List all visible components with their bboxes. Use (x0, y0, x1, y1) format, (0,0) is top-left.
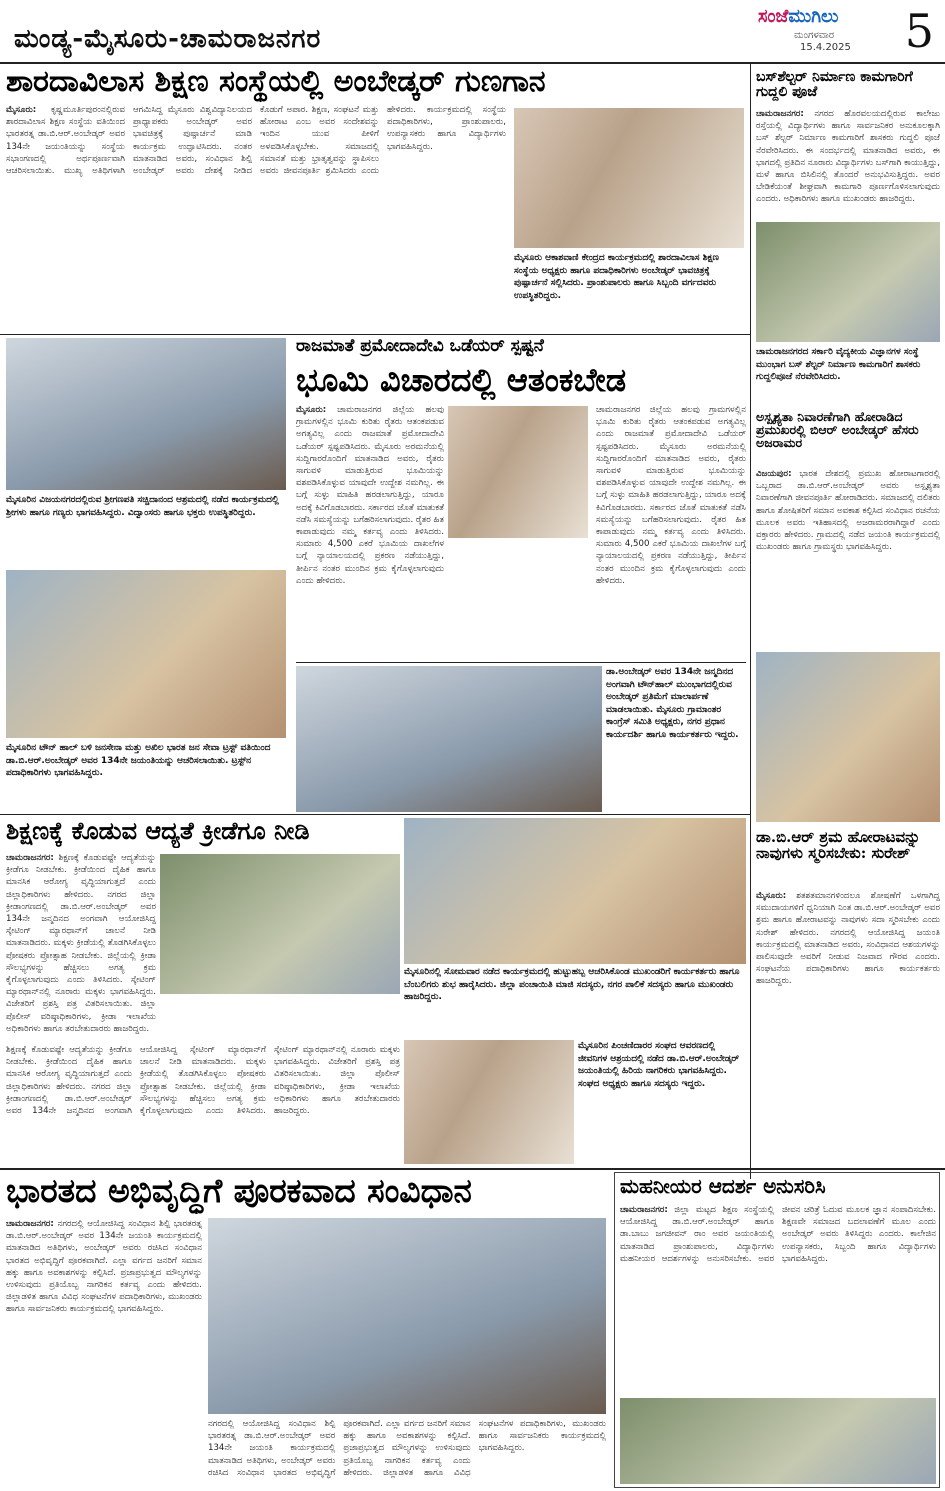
story6-caption: ಮೈಸೂರಿನ ವಿಜಯನಗರದಲ್ಲಿರುವ ಶ್ರೀಗಣಪತಿ ಸಚ್ಚಿದಾನಂದ ಆಶ್ರಮದಲ್ಲಿ ನಡೆದ ಕಾರ್ಯಕ್ರಮದಲ್ಲಿ ಶ್ರೀಗಳು ಹಾಗೂ ಗಣ್ಯರು ಭಾಗವಹಿಸಿದ್ದರು. ವಿದ್ವಾಂಸರು ಹಾಗೂ ಭಕ್ತರು ಉಪಸ್ಥಿತರಿದ್ದರು. (6, 495, 279, 518)
header-rule (0, 62, 945, 64)
story9-text: ಶಿಕ್ಷಣಕ್ಕೆ ಕೊಡುವಷ್ಟೇ ಆದ್ಯತೆಯನ್ನು ಕ್ರೀಡೆಗೂ ನೀಡಬೇಕು. ಕ್ರೀಡೆಯಿಂದ ದೈಹಿಕ ಹಾಗೂ ಮಾನಸಿಕ ಆರೋಗ್ಯ ವೃದ್ಧಿಯಾಗುತ್ತದೆ ಎಂದು ಜಿಲ್ಲಾಧಿಕಾರಿಗಳು ಹೇಳಿದರು. ನಗರದ ಜಿಲ್ಲಾ ಕ್ರೀಡಾಂಗಣದಲ್ಲಿ ಡಾ.ಬಿ.ಆರ್.ಅಂಬೇಡ್ಕರ್ ಅವರ 134ನೇ ಜನ್ಮದಿನದ ಅಂಗವಾಗಿ ಆಯೋಜಿಸಿದ್ದ ಸ್ಕೇಟಿಂಗ್ ಮ್ಯಾರಥಾನ್‌ಗೆ ಚಾಲನೆ ನೀಡಿ ಮಾತನಾಡಿದರು. ಮಕ್ಕಳು ಕ್ರೀಡೆಯಲ್ಲಿ ತೊಡಗಿಸಿಕೊಳ್ಳಲು ಪೋಷಕರು ಪ್ರೋತ್ಸಾಹ ನೀಡಬೇಕು. ಜಿಲ್ಲೆಯಲ್ಲಿ ಕ್ರೀಡಾ ಸೌಲಭ್ಯಗಳನ್ನು ಹೆಚ್ಚಿಸಲು ಅಗತ್ಯ ಕ್ರಮ ಕೈಗೊಳ್ಳಲಾಗುವುದು ಎಂದು ತಿಳಿಸಿದರು. ಸ್ಕೇಟಿಂಗ್ ಮ್ಯಾರಥಾನ್‌ನಲ್ಲಿ ನೂರಾರು ಮಕ್ಕಳು ಭಾಗವಹಿಸಿದ್ದರು. ವಿಜೇತರಿಗೆ ಪ್ರಶಸ್ತಿ ಪತ್ರ ವಿತರಿಸಲಾಯಿತು. ಜಿಲ್ಲಾ ಪೊಲೀಸ್ ವರಿಷ್ಠಾಧಿಕಾರಿಗಳು, ಕ್ರೀಡಾ ಇಲಾಖೆಯ ಅಧಿಕಾರಿಗಳು ಹಾಗೂ ತರಬೇತುದಾರರು ಹಾಜರಿದ್ದರು. (6, 853, 156, 1034)
story10-photo (404, 818, 746, 964)
story2-body (756, 108, 940, 220)
brand-part2: ಮುಗಿಲು (788, 6, 839, 27)
story3-body (756, 468, 940, 642)
story12-body-continued (208, 1418, 606, 1486)
story3-text: ಭಾರತ ದೇಶದಲ್ಲಿ ಪ್ರಮುಖ ಹೋರಾಟಗಾರರಲ್ಲಿ ಒಬ್ಬರಾದ ಡಾ.ಬಿ.ಆರ್.ಅಂಬೇಡ್ಕರ್ ಅವರು ಅಸ್ಪೃಶ್ಯತಾ ನಿವಾರಣೆಗಾಗಿ ಜೀವನಪೂರ್ತಿ ಹೋರಾಡಿದರು. ಸಮಾಜದಲ್ಲಿ ದಲಿತರು ಹಾಗೂ ಶೋಷಿತರಿಗೆ ಸಮಾನ ಅವಕಾಶ ಕಲ್ಪಿಸಿದ ಸಂವಿಧಾನ ರಚನೆಯ ಮೂಲಕ ಅವರು ಇತಿಹಾಸದಲ್ಲಿ ಅಜರಾಮರರಾಗಿದ್ದಾರೆ ಎಂದು ವಕ್ತಾರರು ಹೇಳಿದರು. ಗ್ರಾಮದಲ್ಲಿ ನಡೆದ ಜಯಂತಿ ಕಾರ್ಯಕ್ರಮದಲ್ಲಿ ಮುಖಂಡರು ಹಾಗೂ ಗ್ರಾಮಸ್ಥರು ಭಾಗವಹಿಸಿದ್ದರು. (756, 469, 940, 553)
story1-text: ಕೃಷ್ಣಮೂರ್ತಿಪುರಂನಲ್ಲಿರುವ ಶಾರದಾವಿಲಾಸ ಶಿಕ್ಷಣ ಸಂಸ್ಥೆಯ ವತಿಯಿಂದ ಭಾರತರತ್ನ ಡಾ.ಬಿ.ಆರ್.ಅಂಬೇಡ್ಕರ್ ಅವರ 134ನೇ ಜಯಂತಿಯನ್ನು ಸಂಸ್ಥೆಯ ಸಭಾಂಗಣದಲ್ಲಿ ಅರ್ಥಪೂರ್ಣವಾಗಿ ಆಚರಿಸಲಾಯಿತು. ಮುಖ್ಯ ಅತಿಥಿಗಳಾಗಿ ಆಗಮಿಸಿದ್ದ ಮೈಸೂರು ವಿಶ್ವವಿದ್ಯಾನಿಲಯದ ಪ್ರಾಧ್ಯಾಪಕರು ಅಂಬೇಡ್ಕರ್ ಅವರ ಭಾವಚಿತ್ರಕ್ಕೆ ಪುಷ್ಪಾರ್ಚನೆ ಮಾಡಿ ಕಾರ್ಯಕ್ರಮ ಉದ್ಘಾಟಿಸಿದರು. ನಂತರ ಮಾತನಾಡಿದ ಅವರು, ಸಂವಿಧಾನ ಶಿಲ್ಪಿ ಅಂಬೇಡ್ಕರ್ ಅವರು ದೇಶಕ್ಕೆ ನೀಡಿದ ಕೊಡುಗೆ ಅಪಾರ. ಶಿಕ್ಷಣ, ಸಂಘಟನೆ ಮತ್ತು ಹೋರಾಟ ಎಂಬ ಅವರ ಸಂದೇಶವನ್ನು ಇಂದಿನ ಯುವ ಪೀಳಿಗೆ ಅಳವಡಿಸಿಕೊಳ್ಳಬೇಕು. ಸಮಾಜದಲ್ಲಿ ಸಮಾನತೆ ಮತ್ತು ಭ್ರಾತೃತ್ವವನ್ನು ಸ್ಥಾಪಿಸಲು ಅವರು ಜೀವನಪೂರ್ತಿ ಶ್ರಮಿಸಿದರು ಎಂದು ಹೇಳಿದರು. ಕಾರ್ಯಕ್ರಮದಲ್ಲಿ ಸಂಸ್ಥೆಯ ಪದಾಧಿಕಾರಿಗಳು, ಪ್ರಾಂಶುಪಾಲರು, ಉಪನ್ಯಾಸಕರು ಹಾಗೂ ವಿದ್ಯಾರ್ಥಿಗಳು ಭಾಗವಹಿಸಿದ್ದರು. (6, 105, 506, 177)
story1-body (6, 104, 506, 334)
story9-dateline: ಚಾಮರಾಜನಗರ: (6, 853, 54, 863)
story9-body-col1 (6, 852, 156, 1042)
story10-caption: ಮೈಸೂರಿನಲ್ಲಿ ಸೋಮವಾರ ನಡೆದ ಕಾರ್ಯಕ್ರಮದಲ್ಲಿ ಹುಟ್ಟುಹಬ್ಬ ಆಚರಿಸಿಕೊಂಡ ಮುಖಂಡರಿಗೆ ಕಾರ್ಯಕರ್ತರು ಹಾಗೂ ಬೆಂಬಲಿಗರು ಶುಭ ಹಾರೈಸಿದರು. ಜಿಲ್ಲಾ ಪಂಚಾಯಿತಿ ಮಾಜಿ ಸದಸ್ಯರು, ನಗರ ಪಾಲಿಕೆ ಸದಸ್ಯರು ಹಾಗೂ ಮುಖಂಡರು ಹಾಜರಿದ್ದರು. (404, 967, 740, 1002)
story9-text-continued: ಶಿಕ್ಷಣಕ್ಕೆ ಕೊಡುವಷ್ಟೇ ಆದ್ಯತೆಯನ್ನು ಕ್ರೀಡೆಗೂ ನೀಡಬೇಕು. ಕ್ರೀಡೆಯಿಂದ ದೈಹಿಕ ಹಾಗೂ ಮಾನಸಿಕ ಆರೋಗ್ಯ ವೃದ್ಧಿಯಾಗುತ್ತದೆ ಎಂದು ಜಿಲ್ಲಾಧಿಕಾರಿಗಳು ಹೇಳಿದರು. ನಗರದ ಜಿಲ್ಲಾ ಕ್ರೀಡಾಂಗಣದಲ್ಲಿ ಡಾ.ಬಿ.ಆರ್.ಅಂಬೇಡ್ಕರ್ ಅವರ 134ನೇ ಜನ್ಮದಿನದ ಅಂಗವಾಗಿ ಆಯೋಜಿಸಿದ್ದ ಸ್ಕೇಟಿಂಗ್ ಮ್ಯಾರಥಾನ್‌ಗೆ ಚಾಲನೆ ನೀಡಿ ಮಾತನಾಡಿದರು. ಮಕ್ಕಳು ಕ್ರೀಡೆಯಲ್ಲಿ ತೊಡಗಿಸಿಕೊಳ್ಳಲು ಪೋಷಕರು ಪ್ರೋತ್ಸಾಹ ನೀಡಬೇಕು. ಜಿಲ್ಲೆಯಲ್ಲಿ ಕ್ರೀಡಾ ಸೌಲಭ್ಯಗಳನ್ನು ಹೆಚ್ಚಿಸಲು ಅಗತ್ಯ ಕ್ರಮ ಕೈಗೊಳ್ಳಲಾಗುವುದು ಎಂದು ತಿಳಿಸಿದರು. ಸ್ಕೇಟಿಂಗ್ ಮ್ಯಾರಥಾನ್‌ನಲ್ಲಿ ನೂರಾರು ಮಕ್ಕಳು ಭಾಗವಹಿಸಿದ್ದರು. ವಿಜೇತರಿಗೆ ಪ್ರಶಸ್ತಿ ಪತ್ರ ವಿತರಿಸಲಾಯಿತು. ಜಿಲ್ಲಾ ಪೊಲೀಸ್ ವರಿಷ್ಠಾಧಿಕಾರಿಗಳು, ಕ್ರೀಡಾ ಇಲಾಖೆಯ ಅಧಿಕಾರಿಗಳು ಹಾಗೂ ತರಬೇತುದಾರರು ಹಾಜರಿದ್ದರು. (6, 1045, 400, 1117)
story12-dateline: ಚಾಮರಾಜನಗರ: (6, 1219, 54, 1229)
row-rule-1 (0, 334, 750, 335)
story12-text: ನಗರದಲ್ಲಿ ಆಯೋಜಿಸಿದ್ದ ಸಂವಿಧಾನ ಶಿಲ್ಪಿ ಭಾರತರತ್ನ ಡಾ.ಬಿ.ಆರ್.ಅಂಬೇಡ್ಕರ್ ಅವರ 134ನೇ ಜಯಂತಿ ಕಾರ್ಯಕ್ರಮದಲ್ಲಿ ಮಾತನಾಡಿದ ಅತಿಥಿಗಳು, ಅಂಬೇಡ್ಕರ್ ಅವರು ರಚಿಸಿದ ಸಂವಿಧಾನ ಭಾರತದ ಅಭಿವೃದ್ಧಿಗೆ ಪೂರಕವಾಗಿದೆ. ಎಲ್ಲಾ ವರ್ಗದ ಜನರಿಗೆ ಸಮಾನ ಹಕ್ಕು ಹಾಗೂ ಅವಕಾಶಗಳನ್ನು ಕಲ್ಪಿಸಿದೆ. ಪ್ರಜಾಪ್ರಭುತ್ವದ ಮೌಲ್ಯಗಳನ್ನು ಉಳಿಸುವುದು ಪ್ರತಿಯೊಬ್ಬ ನಾಗರಿಕನ ಕರ್ತವ್ಯ ಎಂದು ಹೇಳಿದರು. ಜಿಲ್ಲಾಡಳಿತ ಹಾಗೂ ವಿವಿಧ ಸಂಘಟನೆಗಳ ಪದಾಧಿಕಾರಿಗಳು, ಮುಖಂಡರು ಹಾಗೂ ಸಾರ್ವಜನಿಕರು ಕಾರ್ಯಕ್ರಮದಲ್ಲಿ ಭಾಗವಹಿಸಿದ್ದರು. (6, 1219, 202, 1315)
story5-photo (448, 406, 588, 538)
story8-caption: ಡಾ.ಅಂಬೇಡ್ಕರ್ ಅವರ 134ನೇ ಜನ್ಮದಿನದ ಅಂಗವಾಗಿ ಟೌನ್‌ಹಾಲ್ ಮುಂಭಾಗದಲ್ಲಿರುವ ಅಂಬೇಡ್ಕರ್ ಪ್ರತಿಮೆಗೆ ಮಾಲಾರ್ಪಣೆ ಮಾಡಲಾಯಿತು. ಮೈಸೂರು ಗ್ರಾಮಾಂತರ ಕಾಂಗ್ರೆಸ್ ಸಮಿತಿ ಅಧ್ಯಕ್ಷರು, ನಗರ ಪ್ರಧಾನ ಕಾರ್ಯದರ್ಶಿ ಹಾಗೂ ಕಾರ್ಯಕರ್ತರು ಇದ್ದರು. (606, 667, 739, 740)
story12-headline: ಭಾರತದ ಅಭಿವೃದ್ಧಿಗೆ ಪೂರಕವಾದ ಸಂವಿಧಾನ (6, 1174, 472, 1210)
story12-photo (208, 1218, 606, 1414)
story13-body (620, 1204, 936, 1394)
story6-photo (6, 338, 286, 490)
section-header (0, 0, 750, 60)
story13-photo (620, 1398, 936, 1484)
story12-text-continued: ನಗರದಲ್ಲಿ ಆಯೋಜಿಸಿದ್ದ ಸಂವಿಧಾನ ಶಿಲ್ಪಿ ಭಾರತರತ್ನ ಡಾ.ಬಿ.ಆರ್.ಅಂಬೇಡ್ಕರ್ ಅವರ 134ನೇ ಜಯಂತಿ ಕಾರ್ಯಕ್ರಮದಲ್ಲಿ ಮಾತನಾಡಿದ ಅತಿಥಿಗಳು, ಅಂಬೇಡ್ಕರ್ ಅವರು ರಚಿಸಿದ ಸಂವಿಧಾನ ಭಾರತದ ಅಭಿವೃದ್ಧಿಗೆ ಪೂರಕವಾಗಿದೆ. ಎಲ್ಲಾ ವರ್ಗದ ಜನರಿಗೆ ಸಮಾನ ಹಕ್ಕು ಹಾಗೂ ಅವಕಾಶಗಳನ್ನು ಕಲ್ಪಿಸಿದೆ. ಪ್ರಜಾಪ್ರಭುತ್ವದ ಮೌಲ್ಯಗಳನ್ನು ಉಳಿಸುವುದು ಪ್ರತಿಯೊಬ್ಬ ನಾಗರಿಕನ ಕರ್ತವ್ಯ ಎಂದು ಹೇಳಿದರು. ಜಿಲ್ಲಾಡಳಿತ ಹಾಗೂ ವಿವಿಧ ಸಂಘಟನೆಗಳ ಪದಾಧಿಕಾರಿಗಳು, ಮುಖಂಡರು ಹಾಗೂ ಸಾರ್ವಜನಿಕರು ಕಾರ್ಯಕ್ರಮದಲ್ಲಿ ಭಾಗವಹಿಸಿದ್ದರು. (208, 1419, 606, 1478)
story3-dateline: ವಿಜಯಪುರ: (756, 469, 792, 479)
story12-body (6, 1218, 202, 1486)
story2-text: ನಗರದ ಹೊರವಲಯದಲ್ಲಿರುವ ಕಾಲೇಜು ರಸ್ತೆಯಲ್ಲಿ ವಿದ್ಯಾರ್ಥಿಗಳು ಹಾಗೂ ಸಾರ್ವಜನಿಕರ ಅನುಕೂಲಕ್ಕಾಗಿ ಬಸ್ ಶೆಲ್ಟರ್ ನಿರ್ಮಾಣ ಕಾಮಗಾರಿಗೆ ಶಾಸಕರು ಗುದ್ದಲಿ ಪೂಜೆ ನೆರವೇರಿಸಿದರು. ಈ ಸಂದರ್ಭದಲ್ಲಿ ಮಾತನಾಡಿದ ಅವರು, ಈ ಭಾಗದಲ್ಲಿ ಪ್ರತಿದಿನ ನೂರಾರು ವಿದ್ಯಾರ್ಥಿಗಳು ಬಸ್‌ಗಾಗಿ ಕಾಯುತ್ತಿದ್ದು, ಮಳೆ ಹಾಗೂ ಬಿಸಿಲಿನಲ್ಲಿ ತೊಂದರೆ ಅನುಭವಿಸುತ್ತಿದ್ದರು. ಅವರ ಬೇಡಿಕೆಯಂತೆ ಶೀಘ್ರವಾಗಿ ಕಾಮಗಾರಿ ಪೂರ್ಣಗೊಳಿಸಲಾಗುವುದು ಎಂದರು. ಅಧಿಕಾರಿಗಳು ಹಾಗೂ ಮುಖಂಡರು ಹಾಜರಿದ್ದರು. (756, 109, 940, 205)
story2-photo-caption: ಚಾಮರಾಜನಗರದ ಸರ್ಕಾರಿ ವೈದ್ಯಕೀಯ ವಿಜ್ಞಾನಗಳ ಸಂಸ್ಥೆ ಮುಂಭಾಗ ಬಸ್ ಶೆಲ್ಟರ್ ನಿರ್ಮಾಣ ಕಾಮಗಾರಿಗೆ ಶಾಸಕರು ಗುದ್ದಲಿಪೂಜೆ ನೆರವೇರಿಸಿದರು. (756, 347, 921, 382)
story5-text-continued: ಚಾಮರಾಜನಗರ ಜಿಲ್ಲೆಯ ಹಲವು ಗ್ರಾಮಗಳಲ್ಲಿನ ಭೂಮಿ ಕುರಿತು ರೈತರು ಆತಂಕಪಡುವ ಅಗತ್ಯವಿಲ್ಲ ಎಂದು ರಾಜಮಾತೆ ಪ್ರಮೋದಾದೇವಿ ಒಡೆಯರ್ ಸ್ಪಷ್ಟಪಡಿಸಿದರು. ಮೈಸೂರು ಅರಮನೆಯಲ್ಲಿ ಸುದ್ದಿಗಾರರೊಂದಿಗೆ ಮಾತನಾಡಿದ ಅವರು, ರೈತರು ಸಾಗುವಳಿ ಮಾಡುತ್ತಿರುವ ಭೂಮಿಯನ್ನು ವಶಪಡಿಸಿಕೊಳ್ಳುವ ಯಾವುದೇ ಉದ್ದೇಶ ನಮಗಿಲ್ಲ. ಈ ಬಗ್ಗೆ ಸುಳ್ಳು ಮಾಹಿತಿ ಹರಡಲಾಗುತ್ತಿದ್ದು, ಯಾರೂ ಅದಕ್ಕೆ ಕಿವಿಗೊಡಬಾರದು. ಸರ್ಕಾರದ ಜೊತೆ ಮಾತುಕತೆ ನಡೆಸಿ ಸಮಸ್ಯೆಯನ್ನು ಬಗೆಹರಿಸಲಾಗುವುದು. ರೈತರ ಹಿತ ಕಾಪಾಡುವುದು ನಮ್ಮ ಕರ್ತವ್ಯ ಎಂದು ತಿಳಿಸಿದರು. ಸುಮಾರು 4,500 ಎಕರೆ ಭೂಮಿಯ ದಾಖಲೆಗಳ ಬಗ್ಗೆ ನ್ಯಾಯಾಲಯದಲ್ಲಿ ಪ್ರಕರಣ ನಡೆಯುತ್ತಿದ್ದು, ತೀರ್ಪಿನ ನಂತರ ಮುಂದಿನ ಕ್ರಮ ಕೈಗೊಳ್ಳಲಾಗುವುದು ಎಂದು ಹೇಳಿದರು. (596, 405, 746, 586)
story2-dateline: ಚಾಮರಾಜನಗರ: (756, 109, 804, 119)
story9-body-col2 (6, 1044, 400, 1164)
story4-text: ಶತಶತಮಾನಗಳಿಂದಲೂ ಶೋಷಣೆಗೆ ಒಳಗಾಗಿದ್ದ ಸಮುದಾಯಗಳಿಗೆ ಧ್ವನಿಯಾಗಿ ನಿಂತ ಡಾ.ಬಿ.ಆರ್.ಅಂಬೇಡ್ಕರ್ ಅವರ ಶ್ರಮ ಹಾಗೂ ಹೋರಾಟವನ್ನು ನಾವುಗಳು ಸದಾ ಸ್ಮರಿಸಬೇಕು ಎಂದು ಸುರೇಶ್ ಹೇಳಿದರು. ನಗರದಲ್ಲಿ ಆಯೋಜಿಸಿದ್ದ ಜಯಂತಿ ಕಾರ್ಯಕ್ರಮದಲ್ಲಿ ಮಾತನಾಡಿದ ಅವರು, ಸಂವಿಧಾನದ ಆಶಯಗಳನ್ನು ಪಾಲಿಸುವುದೇ ಅವರಿಗೆ ನೀಡುವ ನಿಜವಾದ ಗೌರವ ಎಂದರು. ಸಂಘಟನೆಯ ಪದಾಧಿಕಾರಿಗಳು ಹಾಗೂ ಕಾರ್ಯಕರ್ತರು ಹಾಜರಿದ್ದರು. (756, 891, 940, 987)
story13-dateline: ಚಾಮರಾಜನಗರ: (620, 1205, 668, 1215)
story4-dateline: ಮೈಸೂರು: (756, 891, 787, 901)
story5-kicker: ರಾಜಮಾತೆ ಪ್ರಮೋದಾದೇವಿ ಒಡೆಯರ್ ಸ್ಪಷ್ಟನೆ (296, 338, 544, 356)
story3-headline: ಅಸ್ಪೃಶ್ಯತಾ ನಿವಾರಣೆಗಾಗಿ ಹೋರಾಡಿದ ಪ್ರಮುಖರಲ್ಲಿ ಬಿಆರ್ ಅಂಬೇಡ್ಕರ್ ಹೆಸರು ಅಜರಾಮರ (756, 410, 919, 451)
story5-headline: ಭೂಮಿ ವಿಚಾರದಲ್ಲಿ ಆತಂಕಬೇಡ (296, 364, 627, 399)
story8-photo (296, 666, 602, 812)
story1-photo (514, 108, 744, 248)
story4-headline: ಡಾ.ಬಿ.ಆರ್ ಶ್ರಮ ಹೋರಾಟವನ್ನು ನಾವುಗಳು ಸ್ಮರಿಸಬೇಕು: ಸುರೇಶ್ (756, 830, 921, 862)
story2-photo (756, 222, 940, 342)
story1-photo-caption: ಮೈಸೂರು ಆಕಾಶವಾಣಿ ಕೇಂದ್ರದ ಕಾರ್ಯಕ್ರಮದಲ್ಲಿ ಶಾರದಾವಿಲಾಸ ಶಿಕ್ಷಣ ಸಂಸ್ಥೆಯ ಅಧ್ಯಕ್ಷರು ಹಾಗೂ ಪದಾಧಿಕಾರಿಗಳು ಅಂಬೇಡ್ಕರ್ ಭಾವಚಿತ್ರಕ್ಕೆ ಪುಷ್ಪಾರ್ಚನೆ ಸಲ್ಲಿಸಿದರು. ಪ್ರಾಂಶುಪಾಲರು ಹಾಗೂ ಸಿಬ್ಬಂದಿ ವರ್ಗದವರು ಉಪಸ್ಥಿತರಿದ್ದರು. (514, 253, 719, 301)
story4-body (756, 890, 940, 1175)
story1-dateline: ಮೈಸೂರು: (6, 105, 37, 115)
story7-caption: ಮೈಸೂರಿನ ಟೌನ್ ಹಾಲ್ ಬಳಿ ಜನಸೇನಾ ಮತ್ತು ಅಖಿಲ ಭಾರತ ಜನ ಸೇವಾ ಟ್ರಸ್ಟ್ ವತಿಯಿಂದ ಡಾ.ಬಿ.ಆರ್.ಅಂಬೇಡ್ಕರ್ ಅವರ 134ನೇ ಜಯಂತಿಯನ್ನು ಆಚರಿಸಲಾಯಿತು. ಟ್ರಸ್ಟ್‌ನ ಪದಾಧಿಕಾರಿಗಳು ಭಾಗವಹಿಸಿದ್ದರು. (6, 743, 271, 778)
column-rule-right (750, 64, 751, 1179)
brand-logo (758, 6, 838, 27)
story5-dateline: ಮೈಸೂರು: (296, 405, 327, 415)
row-rule-4 (0, 1168, 945, 1170)
story11-caption: ಮೈಸೂರಿನ ಪಿಂಚಣಿದಾರರ ಸಂಘದ ಆವರಣದಲ್ಲಿ ಜೀವನಿಗಳ ಆಶ್ರಯದಲ್ಲಿ ನಡೆದ ಡಾ.ಬಿ.ಆರ್.ಅಂಬೇಡ್ಕರ್ ಜಯಂತಿಯಲ್ಲಿ ಹಿರಿಯ ನಾಗರಿಕರು ಭಾಗವಹಿಸಿದ್ದರು. ಸಂಘದ ಅಧ್ಯಕ್ಷರು ಹಾಗೂ ಸದಸ್ಯರು ಇದ್ದರು. (578, 1041, 740, 1089)
story9-photo (160, 854, 400, 994)
row-rule-2 (296, 662, 746, 663)
page-number: 5 (904, 4, 934, 58)
story5-text: ಚಾಮರಾಜನಗರ ಜಿಲ್ಲೆಯ ಹಲವು ಗ್ರಾಮಗಳಲ್ಲಿನ ಭೂಮಿ ಕುರಿತು ರೈತರು ಆತಂಕಪಡುವ ಅಗತ್ಯವಿಲ್ಲ ಎಂದು ರಾಜಮಾತೆ ಪ್ರಮೋದಾದೇವಿ ಒಡೆಯರ್ ಸ್ಪಷ್ಟಪಡಿಸಿದರು. ಮೈಸೂರು ಅರಮನೆಯಲ್ಲಿ ಸುದ್ದಿಗಾರರೊಂದಿಗೆ ಮಾತನಾಡಿದ ಅವರು, ರೈತರು ಸಾಗುವಳಿ ಮಾಡುತ್ತಿರುವ ಭೂಮಿಯನ್ನು ವಶಪಡಿಸಿಕೊಳ್ಳುವ ಯಾವುದೇ ಉದ್ದೇಶ ನಮಗಿಲ್ಲ. ಈ ಬಗ್ಗೆ ಸುಳ್ಳು ಮಾಹಿತಿ ಹರಡಲಾಗುತ್ತಿದ್ದು, ಯಾರೂ ಅದಕ್ಕೆ ಕಿವಿಗೊಡಬಾರದು. ಸರ್ಕಾರದ ಜೊತೆ ಮಾತುಕತೆ ನಡೆಸಿ ಸಮಸ್ಯೆಯನ್ನು ಬಗೆಹರಿಸಲಾಗುವುದು. ರೈತರ ಹಿತ ಕಾಪಾಡುವುದು ನಮ್ಮ ಕರ್ತವ್ಯ ಎಂದು ತಿಳಿಸಿದರು. ಸುಮಾರು 4,500 ಎಕರೆ ಭೂಮಿಯ ದಾಖಲೆಗಳ ಬಗ್ಗೆ ನ್ಯಾಯಾಲಯದಲ್ಲಿ ಪ್ರಕರಣ ನಡೆಯುತ್ತಿದ್ದು, ತೀರ್ಪಿನ ನಂತರ ಮುಂದಿನ ಕ್ರಮ ಕೈಗೊಳ್ಳಲಾಗುವುದು ಎಂದು ಹೇಳಿದರು. (296, 405, 444, 586)
story5-body-col1 (296, 404, 444, 660)
weekday: ಮಂಗಳವಾರ (794, 30, 835, 41)
story13-headline: ಮಹನೀಯರ ಆದರ್ಶ ಅನುಸರಿಸಿ (620, 1176, 826, 1198)
story1-headline: ಶಾರದಾವಿಲಾಸ ಶಿಕ್ಷಣ ಸಂಸ್ಥೆಯಲ್ಲಿ ಅಂಬೇಡ್ಕರ್ ಗುಣಗಾನ (6, 66, 546, 99)
masthead (754, 4, 940, 60)
story11-photo (404, 1040, 574, 1164)
story7-photo (6, 570, 286, 738)
story5-body-col2 (596, 404, 746, 660)
brand-part1: ಸಂಜೆ (758, 6, 789, 27)
section-title: ಮಂಡ್ಯ-ಮೈಸೂರು-ಚಾಮರಾಜನಗರ (14, 24, 322, 54)
publication-date: 15.4.2025 (800, 42, 851, 53)
story3-photo (756, 652, 940, 822)
story2-headline: ಬಸ್‌ಶೆಲ್ಟರ್ ನಿರ್ಮಾಣ ಕಾಮಗಾರಿಗೆ ಗುದ್ದಲಿ ಪೂಜೆ (756, 70, 913, 100)
story9-headline: ಶಿಕ್ಷಣಕ್ಕೆ ಕೊಡುವ ಆದ್ಯತೆ ಕ್ರೀಡೆಗೂ ನೀಡಿ (6, 818, 310, 845)
story13-text: ಜಿಲ್ಲಾ ಮಟ್ಟದ ಶಿಕ್ಷಣ ಸಂಸ್ಥೆಯಲ್ಲಿ ಆಯೋಜಿಸಿದ್ದ ಡಾ.ಬಿ.ಆರ್.ಅಂಬೇಡ್ಕರ್ ಹಾಗೂ ಡಾ.ಬಾಬು ಜಗಜೀವನ್ ರಾಂ ಅವರ ಜಯಂತಿಯಲ್ಲಿ ಮಾತನಾಡಿದ ಪ್ರಾಂಶುಪಾಲರು, ವಿದ್ಯಾರ್ಥಿಗಳು ಮಹನೀಯರ ಆದರ್ಶಗಳನ್ನು ಅನುಸರಿಸಬೇಕು. ಅವರ ಜೀವನ ಚರಿತ್ರೆ ಓದುವ ಮೂಲಕ ಜ್ಞಾನ ಸಂಪಾದಿಸಬೇಕು. ಶಿಕ್ಷಣವೇ ಸಮಾಜದ ಬದಲಾವಣೆಗೆ ಮೂಲ ಎಂದು ಅಂಬೇಡ್ಕರ್ ಅವರು ತಿಳಿಸಿದ್ದರು ಎಂದರು. ಕಾಲೇಜಿನ ಉಪನ್ಯಾಸಕರು, ಸಿಬ್ಬಂದಿ ಹಾಗೂ ವಿದ್ಯಾರ್ಥಿಗಳು ಭಾಗವಹಿಸಿದ್ದರು. (620, 1205, 936, 1264)
row-rule-3 (0, 814, 750, 815)
